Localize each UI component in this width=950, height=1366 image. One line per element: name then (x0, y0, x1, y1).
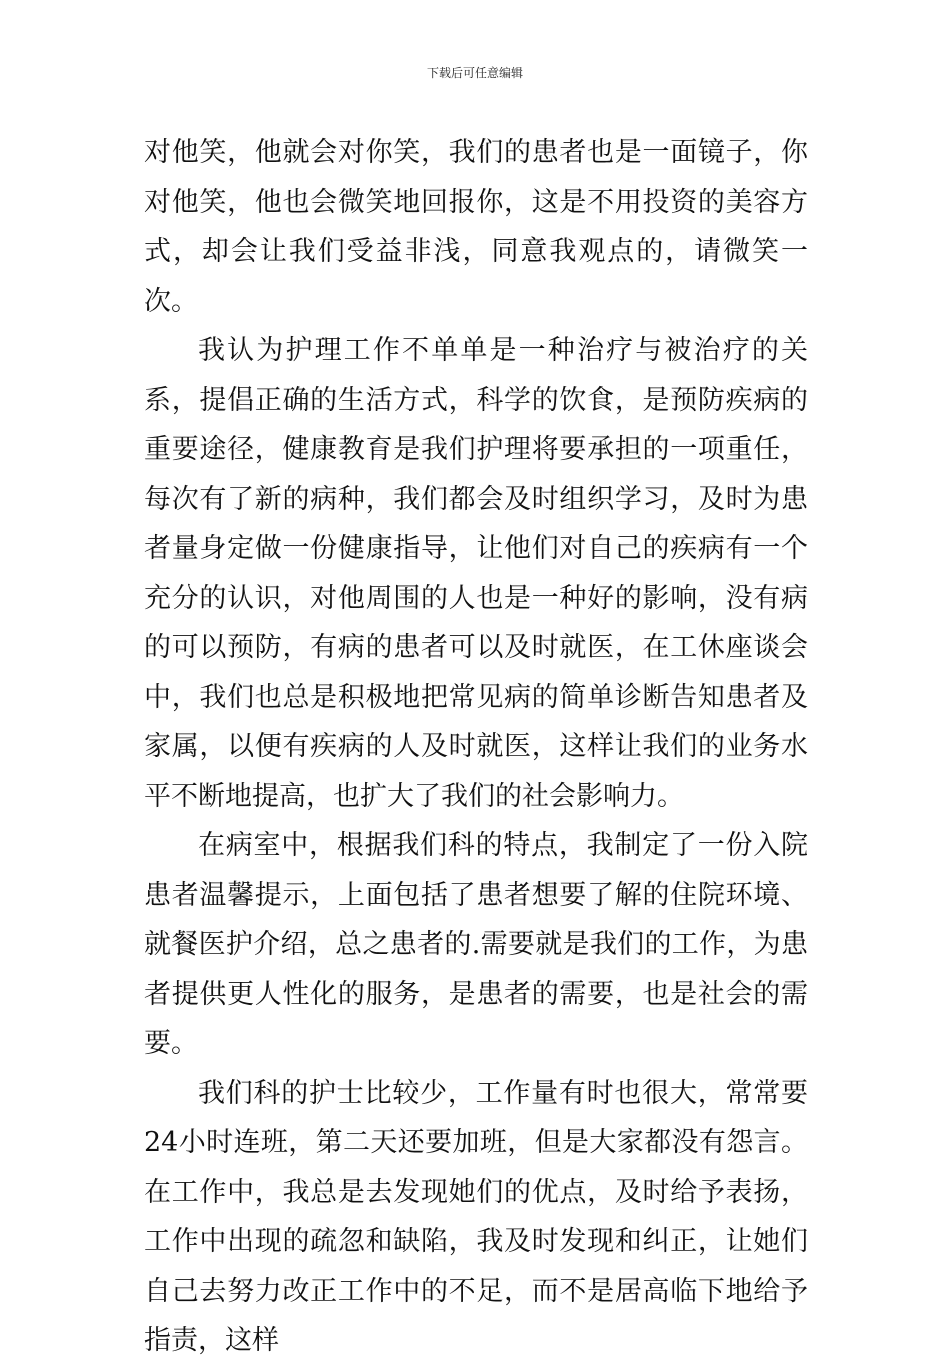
paragraph-continuation: 对他笑，他就会对你笑，我们的患者也是一面镜子，你对他笑，他也会微笑地回报你，这是不用投资的美容方式，却会让我们受益非浅，同意我观点的，请微笑一次。 (144, 137, 808, 317)
document-body (144, 128, 808, 1366)
paragraph: 我认为护理工作不单单是一种治疗与被治疗的关系，提倡正确的生活方式，科学的饮食，是预防疾病的重要途径，健康教育是我们护理将要承担的一项重任，每次有了新的病种，我们都会及时组织学习，及时为患者量身定做一份健康指导，让他们对自己的疾病有一个充分的认识，对他周围的人也是一种好的影响，没有病的可以预防，有病的患者可以及时就医，在工休座谈会中，我们也总是积极地把常见病的简单诊断告知患者及家属，以便有疾病的人及时就医，这样让我们的业务水平不断地提高，也扩大了我们的社会影响力。 (144, 335, 808, 812)
paragraph: 我们科的护士比较少，工作量有时也很大，常常要24小时连班，第二天还要加班，但是大家都没有怨言。在工作中，我总是去发现她们的优点，及时给予表扬，工作中出现的疏忽和缺陷，我及时发现和纠正，让她们自己去努力改正工作中的不足，而不是居高临下地给予指责，这样 (144, 1077, 808, 1356)
page-header: 下载后可任意编辑 (426, 66, 523, 80)
paragraph: 在病室中，根据我们科的特点，我制定了一份入院患者温馨提示，上面包括了患者想要了解的住院环境、就餐医护介绍，总之患者的.需要就是我们的工作，为患者提供更人性化的服务，是患者的需要，也是社会的需要。 (144, 830, 808, 1059)
